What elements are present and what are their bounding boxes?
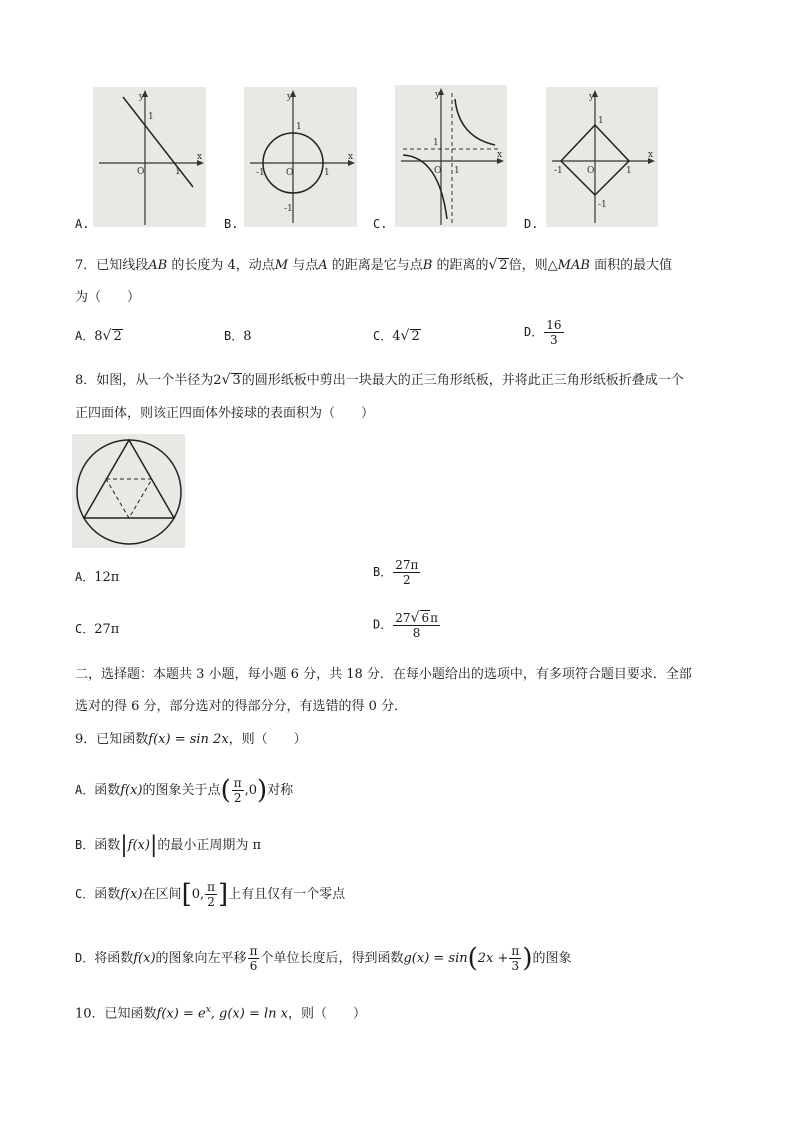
q8-figure-svg bbox=[72, 434, 185, 548]
axis-x-label: x bbox=[197, 152, 203, 162]
graph-d-svg bbox=[546, 87, 658, 227]
q9-interval-left: 0, bbox=[191, 887, 205, 902]
q7-text: 的距离的 bbox=[432, 258, 489, 273]
option-label: A． bbox=[75, 570, 95, 584]
left-paren: ( bbox=[220, 775, 231, 806]
q7-b-value: 8 bbox=[243, 329, 252, 344]
q8-option-c[interactable] bbox=[75, 620, 119, 639]
q9-text: ，则（ ） bbox=[228, 732, 307, 747]
q9-a-fraction bbox=[232, 776, 244, 805]
numerator: π bbox=[233, 776, 242, 790]
q7-text: 的长度为 4，动点 bbox=[167, 258, 275, 273]
denominator: 8 bbox=[412, 626, 421, 640]
tick-y-1: 1 bbox=[433, 138, 439, 148]
axis-y-label: y bbox=[589, 92, 595, 102]
origin-label: O bbox=[587, 166, 595, 176]
tick-y-neg1: -1 bbox=[598, 200, 607, 210]
q7-option-a[interactable] bbox=[75, 327, 123, 346]
q7-c-radicand: 2 bbox=[411, 329, 420, 344]
q9-gx: g(x) = sin bbox=[403, 951, 468, 966]
q10-text: ，则（ ） bbox=[287, 1006, 366, 1022]
q9-option-a[interactable] bbox=[75, 776, 293, 805]
q7-var-mab: MAB bbox=[557, 258, 590, 273]
section2-line1: 二，选择题：本题共 3 小题，每小题 6 分，共 18 分．在每小题给出的选项中，有多项符合题目要求．全部 bbox=[75, 667, 692, 682]
origin-label: O bbox=[434, 166, 442, 176]
figure-option-c bbox=[395, 85, 507, 227]
q9-option-d[interactable] bbox=[75, 944, 571, 973]
numerator: π bbox=[249, 944, 258, 958]
q8-text: 的圆形纸板中剪出一块最大的正三角形纸板，并将此正三角形纸板折叠成一个 bbox=[241, 373, 684, 388]
q7-option-d[interactable] bbox=[524, 318, 565, 347]
q7-var-a: A bbox=[318, 258, 328, 273]
curve-left-branch bbox=[403, 155, 447, 219]
num-radicand: 6 bbox=[421, 611, 430, 625]
q9-fx: f(x) bbox=[127, 838, 150, 853]
tick-x-neg1: -1 bbox=[554, 166, 563, 176]
q8-stem-line2: 正四面体，则该正四面体外接球的表面积为（ ） bbox=[75, 406, 375, 421]
tick-y-1: 1 bbox=[148, 112, 154, 122]
q7-c-coef: 4 bbox=[392, 329, 401, 344]
abs-bar-left: | bbox=[120, 832, 128, 858]
radical-sign: √ bbox=[221, 372, 231, 388]
q9-text: 个单位长度后，得到函数 bbox=[260, 951, 404, 966]
q7-text: 与点 bbox=[288, 258, 319, 273]
option-a-label: A. bbox=[75, 217, 90, 231]
right-bracket: ] bbox=[218, 879, 229, 910]
num-coef: 27 bbox=[395, 611, 411, 625]
option-label: A． bbox=[75, 783, 95, 797]
tick-x-neg1: -1 bbox=[256, 168, 265, 178]
numerator: π bbox=[511, 944, 520, 958]
q8-radius-radicand: 3 bbox=[232, 373, 241, 388]
q7-a-radicand: 2 bbox=[113, 329, 122, 344]
q10-stem bbox=[75, 1001, 366, 1023]
denominator: 2 bbox=[233, 791, 242, 805]
origin-label: O bbox=[137, 167, 145, 177]
q7-var-ab: AB bbox=[148, 258, 168, 273]
q10-exponent: x bbox=[205, 1005, 211, 1015]
q8-c-value: 27π bbox=[94, 622, 120, 637]
q9-point-rest: ,0 bbox=[244, 783, 258, 798]
abs-bar-right: | bbox=[149, 832, 158, 858]
q10-fx: f(x) = e bbox=[156, 1006, 206, 1022]
q9-d-arg-fraction bbox=[509, 944, 521, 973]
numerator: 27π bbox=[395, 558, 419, 572]
numerator: π bbox=[207, 880, 216, 894]
q8-option-d[interactable] bbox=[373, 610, 441, 640]
q10-gx: , g(x) = ln x bbox=[210, 1006, 288, 1022]
curve-right-branch bbox=[455, 99, 495, 145]
q9-arg: 2x + bbox=[477, 951, 509, 966]
q9-option-b[interactable] bbox=[75, 832, 262, 858]
q8-radius-coef: 2 bbox=[213, 373, 222, 388]
denominator: 6 bbox=[249, 959, 258, 973]
option-label: B． bbox=[75, 838, 95, 852]
axis-y-label: y bbox=[139, 92, 145, 102]
option-label: D． bbox=[373, 617, 393, 632]
option-label: A． bbox=[75, 329, 95, 343]
tick-y-1: 1 bbox=[296, 122, 302, 132]
num-pi: π bbox=[430, 611, 438, 625]
option-label: C． bbox=[373, 329, 393, 343]
q9-function: f(x) = sin 2x bbox=[148, 732, 229, 747]
q9-text: 函数 bbox=[94, 783, 121, 798]
right-paren: ) bbox=[522, 943, 533, 974]
tick-x-1: 1 bbox=[175, 167, 181, 177]
q10-text: 10．已知函数 bbox=[75, 1006, 157, 1022]
option-label: D． bbox=[524, 325, 544, 339]
fold-lines bbox=[106, 479, 152, 518]
numerator bbox=[393, 610, 440, 626]
q9-fx: f(x) bbox=[120, 887, 143, 902]
tick-y-neg1: -1 bbox=[284, 204, 293, 214]
tick-x-1: 1 bbox=[454, 166, 460, 176]
q8-option-a[interactable] bbox=[75, 568, 119, 587]
option-b-label: B. bbox=[224, 217, 239, 231]
axis-x-label: x bbox=[348, 152, 354, 162]
q7-radicand: 2 bbox=[499, 258, 508, 273]
q7-stem-line2: 为（ ） bbox=[75, 290, 141, 305]
graph-a-svg bbox=[93, 87, 206, 227]
q7-text: 的距离是它与点 bbox=[327, 258, 423, 273]
q7-text: 7．已知线段 bbox=[75, 258, 149, 273]
q9-fx: f(x) bbox=[133, 951, 156, 966]
radical-sign: √ bbox=[410, 610, 420, 626]
option-label: B． bbox=[373, 565, 393, 579]
q7-text: 倍，则△ bbox=[508, 258, 558, 273]
denominator: 3 bbox=[550, 333, 558, 347]
denominator: 2 bbox=[402, 573, 411, 587]
q7-option-c[interactable] bbox=[373, 327, 421, 346]
denominator: 3 bbox=[511, 959, 520, 973]
q9-text: 的图象关于点 bbox=[142, 783, 221, 798]
q7-option-b[interactable] bbox=[224, 327, 252, 346]
axis-y-label: y bbox=[435, 90, 441, 100]
radical-sign: √ bbox=[400, 328, 410, 344]
q8-d-fraction bbox=[393, 610, 440, 640]
q8-text: 8．如图，从一个半径为 bbox=[75, 373, 214, 388]
q9-option-c[interactable] bbox=[75, 880, 345, 909]
q7-d-fraction bbox=[544, 318, 563, 347]
q9-fx: f(x) bbox=[120, 783, 143, 798]
q9-text: 9．已知函数 bbox=[75, 732, 149, 747]
q9-text: 将函数 bbox=[94, 951, 134, 966]
q9-d-shift-fraction bbox=[248, 944, 260, 973]
line-curve bbox=[123, 97, 193, 187]
q8-option-b[interactable] bbox=[373, 558, 421, 587]
graph-c-svg bbox=[395, 85, 507, 227]
numerator: 16 bbox=[546, 318, 562, 332]
tick-y-1: 1 bbox=[598, 116, 604, 126]
graph-b-svg bbox=[244, 87, 357, 227]
outer-circle bbox=[77, 440, 181, 544]
q9-text: 在区间 bbox=[142, 887, 182, 902]
q7-text: 面积的最大值 bbox=[589, 258, 673, 273]
q9-c-fraction bbox=[205, 880, 217, 909]
q7-a-coef: 8 bbox=[94, 329, 103, 344]
section2-line2: 选对的得 6 分，部分选对的得部分分，有选错的得 0 分． bbox=[75, 699, 408, 714]
radical-sign: √ bbox=[102, 328, 112, 344]
q9-stem bbox=[75, 731, 307, 749]
option-label: B． bbox=[224, 329, 244, 343]
axis-x-label: x bbox=[648, 150, 654, 160]
q9-text: 函数 bbox=[94, 838, 121, 853]
q8-a-value: 12π bbox=[94, 570, 120, 585]
axis-y-label: y bbox=[287, 92, 293, 102]
q8-b-fraction bbox=[393, 558, 420, 587]
figure-option-b bbox=[244, 87, 357, 227]
figure-option-d bbox=[546, 87, 658, 227]
option-label: C． bbox=[75, 622, 95, 636]
q9-text: 的图象向左平移 bbox=[155, 951, 247, 966]
tick-x-1: 1 bbox=[324, 168, 330, 178]
left-bracket: [ bbox=[181, 879, 192, 910]
option-c-label: C. bbox=[373, 217, 388, 231]
option-label: D． bbox=[75, 951, 95, 965]
tick-x-1: 1 bbox=[626, 166, 632, 176]
denominator: 2 bbox=[207, 895, 215, 909]
q9-text: 上有且仅有一个零点 bbox=[228, 887, 346, 902]
q8-stem-line1 bbox=[75, 371, 684, 390]
q7-stem-line1 bbox=[75, 256, 672, 275]
q9-text: 对称 bbox=[267, 783, 294, 798]
figure-option-a bbox=[93, 87, 206, 227]
option-label: C． bbox=[75, 887, 95, 901]
q9-text: 函数 bbox=[94, 887, 121, 902]
option-d-label: D. bbox=[524, 217, 539, 231]
origin-label: O bbox=[286, 168, 294, 178]
q7-var-b: B bbox=[422, 258, 433, 273]
q8-figure bbox=[72, 434, 185, 548]
q9-text: 的最小正周期为 π bbox=[157, 838, 262, 853]
left-paren: ( bbox=[467, 943, 478, 974]
radical-sign: √ bbox=[488, 257, 498, 273]
q7-var-m: M bbox=[274, 258, 289, 273]
right-paren: ) bbox=[257, 775, 268, 806]
q9-text: 的图象 bbox=[532, 951, 572, 966]
axis-x-label: x bbox=[497, 150, 503, 160]
